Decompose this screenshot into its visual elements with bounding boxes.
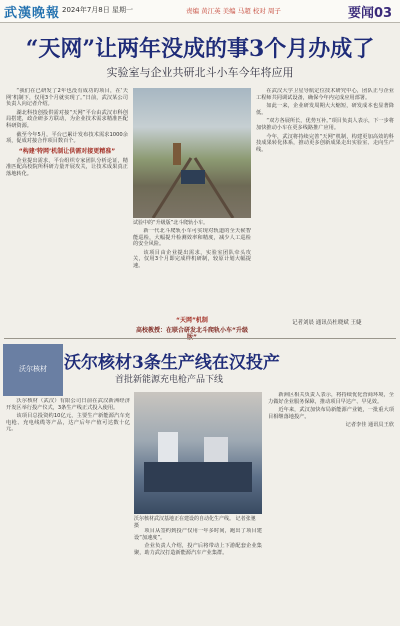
story2-column-3 [268, 392, 394, 622]
paragraph: 在武汉大学卫星导航定位技术研究中心，团队正与企业工程师共同调试设备，确保今年内完成应用部署。 [256, 88, 394, 101]
paragraph: 该项目由企业提出需求，实验室团队牵头攻关，仅用3个月即完成样机研制，较原计划大幅提速。 [133, 249, 251, 269]
section-title: 要闻03 [348, 6, 393, 21]
paragraph: 如此一来，企业研发周期大大缩短，研发成本也显著降低。 [256, 103, 394, 116]
paragraph: 沃尔核材（武汉）有限公司日前在武汉新洲经济开发区举行投产仪式，3条生产线正式投入使用。 [6, 398, 130, 411]
paragraph: 企业提出需求，平台组织专家团队分析论证，精准匹配高校院所科研力量开展攻关，让技术成果真正落地转化。 [6, 157, 128, 177]
box-subtitle: 高校教授：在联合研发北斗爬轨小车“升级 [136, 327, 248, 334]
box-title: “天网”机制 [176, 317, 208, 324]
paragraph: “我们在已研发了2年也没有成功的项目，在‘天网’机制下，仅用3个月就实现了。”日前，武汉某公司负责人向记者介绍。 [6, 88, 128, 108]
photo-caption: 沃尔核材武汉基地正在建设的自动化生产线。 记者张驰 摄 [134, 516, 256, 529]
story1-headline: “天网”让两年没成的事3个月办成了 [25, 36, 375, 62]
editor-credits: 责编 黄江英 美编 马超 校对 周子 [186, 7, 281, 15]
paragraph: 项目从签约到投产仅用一年多时间，跑出了项目建设“加速度”。 [134, 528, 262, 541]
story1-column-2 [133, 228, 251, 312]
story2-column-1 [6, 398, 130, 622]
paragraph: 该项目总投资约10亿元，主要生产新能源汽车充电枪、充电线缆等产品，达产后年产值可达数十亿元。 [6, 413, 130, 433]
company-banner-image [3, 344, 63, 396]
story1-subheadline: 实验室与企业共研北斗小车今年将应用 [106, 66, 294, 79]
rail-cart-photo [133, 88, 251, 218]
newspaper-logo: 武漢晚報 [4, 6, 61, 21]
paragraph: 企业负责人介绍，投产后将带动上下游配套企业集聚，助力武汉打造新能源汽车产业集群。 [134, 543, 262, 556]
issue-date: 2024年7月8日 星期一 [62, 6, 133, 14]
rail-track-illustration [133, 88, 251, 218]
story1-boxed-crosshead [133, 314, 251, 344]
story1-column-1 [6, 88, 128, 338]
story2-headline: 沃尔核材3条生产线在汉投产 [64, 353, 280, 373]
story2-byline: 记者李佳 通讯员王欣 [345, 422, 394, 429]
paragraph: “双方各展所长，优势互补。”项目负责人表示，下一步将加快推动小车在更多线路推广应用。 [256, 118, 394, 131]
story1-crosshead: “构建‘特网’机制让供需对接更精准” [18, 147, 116, 155]
paragraph: 新一代北斗爬轨小车可实现对轨道的全天候智能巡检，大幅提升检测效率和精度，减少人工巡检的安全风险。 [133, 228, 251, 248]
paragraph: 今年，武汉将持续完善“天网”机制，构建更加高效的科技成果转化体系，推动更多创新成果走出实验室、走向生产线。 [256, 133, 394, 153]
paragraph: 截至今年5月，平台已累计发布技术需求1000余项，促成对接合作项目数百个。 [6, 131, 128, 145]
banner-label: 沃尔核材 [19, 365, 47, 373]
story2-subheadline: 首批新能源充电枪产品下线 [115, 375, 224, 385]
production-line-photo [134, 392, 262, 514]
story-divider [4, 338, 396, 339]
story1-byline: 记者刘晨 通讯员杜晓斌 王婕 [292, 320, 362, 326]
story1-column-3 [256, 88, 394, 314]
story2-column-2 [134, 528, 262, 622]
paragraph: 湖北科技创投供需对接“天网”平台由武汉市科创局搭建，政企研多方联动，为企业技术需求精准匹配科研资源。 [6, 109, 128, 129]
paragraph: 近年来，武汉加快布局新能源产业链，一批重大项目相继落地投产。 [268, 407, 394, 420]
factory-illustration [134, 392, 262, 514]
photo-caption: 试验中的“升级版”北斗爬轨小车。 [133, 220, 209, 226]
paragraph: 新洲区相关负责人表示，将持续优化营商环境，全力做好企业服务保障，推动项目早达产、早见效。 [268, 392, 394, 405]
